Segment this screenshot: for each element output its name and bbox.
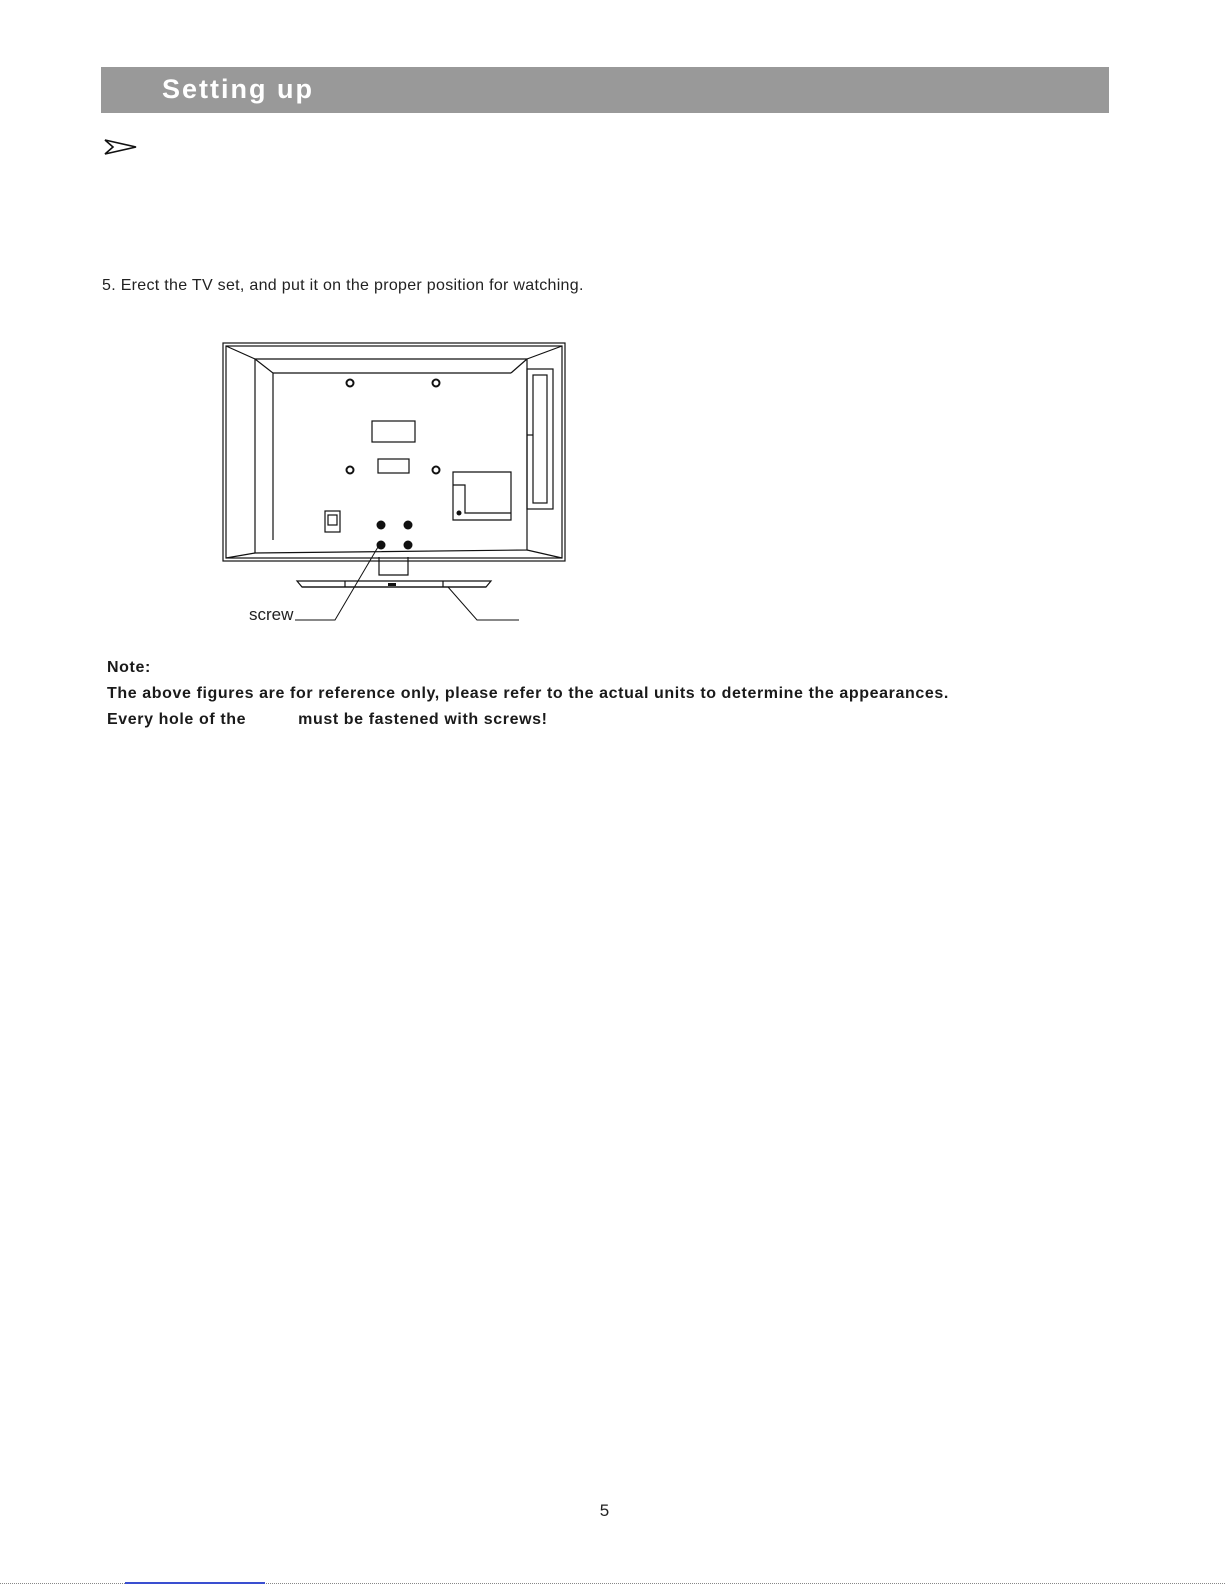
note-line-screws-end: must be fastened with screws!	[298, 711, 548, 728]
section-title: Setting up	[162, 74, 314, 104]
footer-rule-accent	[125, 1582, 265, 1584]
note-line-screws-start: Every hole of the	[107, 711, 247, 728]
step-instruction: 5. Erect the TV set, and put it on the proper position for watching.	[102, 277, 584, 294]
screw-callout-label: screw	[249, 605, 294, 624]
note-line-screws	[107, 707, 949, 733]
tv-back-illustration	[215, 335, 575, 635]
section-header-bar	[101, 67, 1109, 113]
note-heading: Note:	[107, 659, 151, 676]
arrow-bullet-icon	[104, 138, 138, 156]
page-number: 5	[599, 1501, 610, 1520]
note-line-reference: The above figures are for reference only, please refer to the actual units to determine the appearances.	[107, 685, 949, 702]
note-block	[107, 655, 949, 733]
